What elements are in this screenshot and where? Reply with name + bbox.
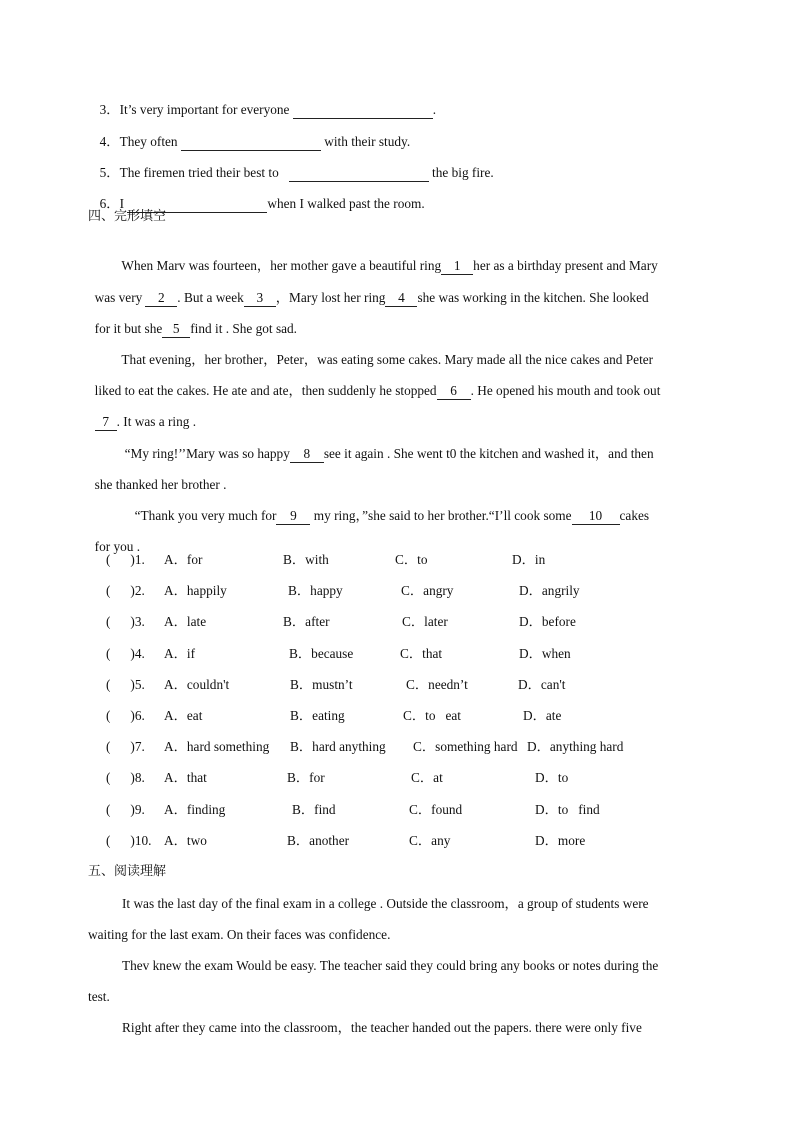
item-text-before: They often: [119, 134, 181, 149]
option-a[interactable]: A．two: [164, 832, 207, 848]
option-b[interactable]: B．mustn’t: [290, 676, 353, 692]
passage-text: her as a birthday present and Mary: [473, 258, 658, 273]
item-text-after: the big fire.: [428, 165, 494, 180]
question-label: )5.: [130, 676, 145, 692]
option-b[interactable]: B．another: [287, 832, 350, 848]
option-a[interactable]: A．couldn't: [164, 676, 230, 692]
question-label: )4.: [130, 645, 145, 661]
option-a[interactable]: A．eat: [164, 708, 203, 723]
question-number[interactable]: [106, 645, 145, 663]
answer-paren: (: [106, 676, 111, 692]
answer-paren: (: [106, 770, 111, 786]
answer-space[interactable]: [110, 677, 130, 692]
option-d[interactable]: D．in: [512, 552, 546, 567]
item-text-after: when I walked past the room.: [267, 196, 425, 211]
option-c[interactable]: C．any: [409, 832, 451, 848]
answer-space[interactable]: [110, 833, 130, 848]
answer-space[interactable]: [110, 646, 130, 661]
question-label: )6.: [130, 708, 145, 723]
option-d[interactable]: D．to find: [535, 801, 600, 817]
question-number[interactable]: [106, 676, 145, 694]
blank-number: 3: [256, 290, 264, 305]
option-c[interactable]: C．at: [411, 770, 443, 786]
answer-paren: (: [106, 583, 111, 599]
reading-line: Right after they came into the classroom，the teacher handed out the papers. there were only five: [122, 1020, 642, 1035]
cloze-blank-9[interactable]: [276, 508, 310, 525]
option-a[interactable]: A．that: [164, 770, 207, 786]
blank-number: 9: [290, 508, 297, 523]
reading-line: waiting for the last exam. On their faces was confidence.: [88, 927, 391, 942]
answer-paren: (: [106, 614, 111, 630]
blank-number: 7: [102, 414, 109, 429]
option-a[interactable]: A．if: [164, 645, 196, 661]
passage-text: was very: [94, 290, 143, 305]
passage-text: she thanked her brother .: [94, 477, 227, 492]
question-number[interactable]: [106, 551, 145, 569]
option-c[interactable]: C．to: [395, 552, 428, 567]
question-number[interactable]: [106, 832, 151, 850]
blank-number: 8: [303, 446, 311, 461]
passage-text: cakes: [619, 508, 650, 523]
answer-paren: (: [106, 739, 111, 755]
question-number[interactable]: [106, 582, 145, 600]
answer-space[interactable]: [110, 583, 130, 598]
option-a[interactable]: A．finding: [164, 801, 226, 817]
item-text-before: I: [119, 196, 128, 211]
reading-line: It was the last day of the final exam in a college . Outside the classroom，a group of students were: [122, 896, 649, 911]
cloze-blank-6[interactable]: [437, 383, 471, 400]
answer-space[interactable]: [110, 739, 130, 754]
option-b[interactable]: B．because: [289, 645, 354, 661]
blank-number: 5: [172, 321, 180, 336]
passage-text: for it but she: [94, 321, 163, 336]
item-number: 3．: [99, 102, 120, 117]
option-d[interactable]: D．can't: [518, 676, 566, 692]
item-number: 5．: [99, 165, 120, 180]
option-b[interactable]: B．find: [292, 801, 336, 817]
item-text-before: It’s very important for everyone: [119, 102, 293, 117]
option-d[interactable]: D．to: [535, 770, 569, 786]
answer-space[interactable]: [110, 708, 130, 723]
passage-text: my ring，”she said to her brother.“I’ll cook some: [310, 508, 572, 523]
option-b[interactable]: B．after: [283, 614, 330, 630]
item-text-after: with their study.: [320, 134, 411, 149]
question-number[interactable]: [106, 738, 145, 756]
passage-line: [115, 239, 658, 275]
question-label: )10.: [130, 832, 152, 848]
cloze-blank-7[interactable]: [95, 414, 117, 431]
passage-text: she was working in the kitchen. She looked: [417, 290, 649, 305]
option-d[interactable]: D．when: [519, 645, 571, 661]
option-c[interactable]: C．needn’t: [406, 676, 468, 692]
option-b[interactable]: B．hard anything: [290, 739, 386, 755]
option-b[interactable]: B．happy: [288, 583, 343, 599]
option-d[interactable]: D．ate: [523, 708, 562, 723]
option-d[interactable]: D．anything hard: [527, 739, 624, 755]
section-heading-cloze: 四、完形填空: [88, 209, 167, 224]
item-number: 6．: [99, 196, 120, 211]
question-number[interactable]: [106, 707, 145, 725]
passage-line: [128, 489, 649, 525]
answer-space[interactable]: [110, 614, 130, 629]
passage-text: . He opened his mouth and took out: [470, 383, 661, 398]
passage-text: . It was a ring .: [116, 414, 197, 429]
option-d[interactable]: D．more: [535, 832, 586, 848]
item-text-before: The firemen tried their best to: [119, 165, 289, 180]
blank-number: 10: [588, 508, 603, 523]
option-b[interactable]: B．for: [287, 770, 325, 786]
passage-text: “Thank you very much for: [134, 508, 277, 523]
answer-space[interactable]: [110, 770, 130, 785]
answer-space[interactable]: [110, 552, 130, 567]
option-c[interactable]: C．to eat: [403, 708, 461, 723]
passage-line: [88, 395, 196, 431]
option-c[interactable]: C．something hard: [413, 739, 518, 755]
answer-space[interactable]: [110, 802, 130, 817]
option-a[interactable]: A．happily: [164, 583, 227, 599]
answer-paren: (: [106, 832, 111, 848]
question-number[interactable]: [106, 613, 145, 631]
question-label: )1.: [130, 552, 145, 567]
passage-text: That evening，her brother，Peter，was eating some cakes. Mary made all the nice cakes and Peter: [121, 352, 654, 367]
question-number[interactable]: [106, 769, 145, 787]
cloze-blank-10[interactable]: [572, 508, 620, 525]
option-a[interactable]: A．late: [164, 614, 207, 630]
passage-text: . But a week: [177, 290, 244, 305]
reading-line: test.: [88, 989, 110, 1004]
option-b[interactable]: B．eating: [290, 708, 345, 723]
question-number[interactable]: [106, 801, 145, 819]
passage-text: “My ring!’’Mary was so happy: [124, 446, 290, 461]
option-c[interactable]: C．found: [409, 801, 463, 817]
answer-paren: (: [106, 552, 111, 567]
answer-paren: (: [106, 645, 111, 661]
passage-text: see it again . She went t0 the kitchen and washed it，and then: [323, 446, 654, 461]
option-b[interactable]: B．with: [283, 552, 329, 567]
fill-item-3: [93, 83, 436, 119]
passage-text: When Marv was fourteen，her mother gave a beautiful ring: [121, 258, 442, 273]
blank-number: 1: [453, 258, 461, 273]
section-heading-reading: 五、阅读理解: [88, 864, 167, 879]
option-c[interactable]: C．angry: [401, 583, 454, 599]
blank-number: 6: [450, 383, 457, 398]
question-label: )2.: [130, 583, 145, 599]
question-label: )8.: [130, 770, 145, 786]
passage-text: ，Mary lost her ring: [275, 290, 386, 305]
question-label: )3.: [130, 614, 145, 630]
option-a[interactable]: A．for: [164, 552, 203, 567]
item-number: 4．: [99, 134, 120, 149]
cloze-blank-8[interactable]: [290, 446, 324, 463]
option-c[interactable]: C．later: [402, 614, 448, 630]
answer-paren: (: [106, 708, 111, 723]
passage-text: find it . She got sad.: [190, 321, 297, 336]
item-text-after: .: [432, 102, 437, 117]
reading-line: Thev knew the exam Would be easy. The teacher said they could bring any books or notes during the: [122, 958, 659, 973]
option-a[interactable]: A．hard something: [164, 739, 270, 755]
passage-text: liked to eat the cakes. He ate and ate，then suddenly he stopped: [94, 383, 437, 398]
cloze-blank-4[interactable]: [385, 290, 417, 307]
option-d[interactable]: D．before: [519, 614, 576, 630]
passage-text: for you .: [94, 539, 141, 554]
question-label: )7.: [130, 739, 145, 755]
blank-number: 2: [157, 290, 165, 305]
blank-number: 4: [398, 290, 405, 305]
question-label: )9.: [130, 801, 145, 817]
option-d[interactable]: D．angrily: [519, 583, 580, 599]
option-c[interactable]: C．that: [400, 645, 443, 661]
answer-paren: (: [106, 801, 111, 817]
